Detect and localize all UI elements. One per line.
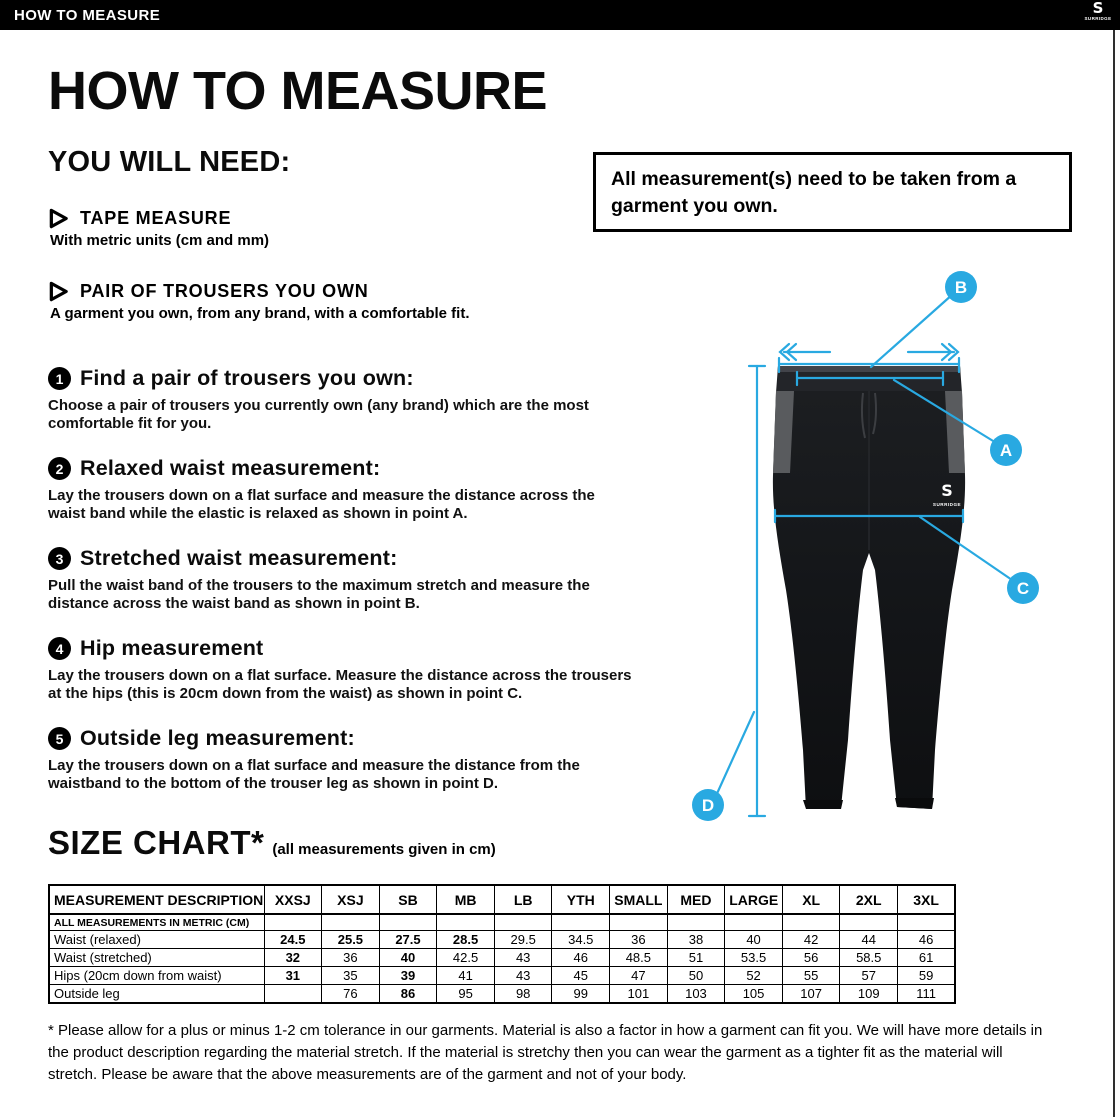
size-table-body [49, 914, 955, 1003]
need-item-trousers [48, 281, 469, 322]
measurement-value: 42.5 [437, 949, 495, 967]
measurement-value: 95 [437, 985, 495, 1004]
measurement-value: 52 [725, 967, 783, 985]
measurement-value: 38 [667, 931, 725, 949]
label-a: A [999, 441, 1013, 460]
step-number-badge: 5 [48, 727, 71, 750]
tolerance-footnote: * Please allow for a plus or minus 1-2 cm tolerance in our garments. Material is also a factor in how a garment can fit you. We will have more details in the product description regarding the material stretch. If the material is stretchy then you can wear the garment as a tighter fit as the material will stretch. Please be aware that the above measurements are of the garment and not of your body. [48, 1022, 1043, 1083]
column-header-size: 3XL [898, 885, 956, 914]
measurement-value: 45 [552, 967, 610, 985]
column-header-size: XSJ [322, 885, 380, 914]
size-table [48, 884, 956, 1004]
column-header-size: MED [667, 885, 725, 914]
measurement-value: 24.5 [264, 931, 322, 949]
measurement-value: 86 [379, 985, 437, 1004]
step-number-badge: 2 [48, 457, 71, 480]
table-row [49, 985, 955, 1004]
row-label: Waist (relaxed) [49, 931, 264, 949]
measurement-value: 35 [322, 967, 380, 985]
measurement-value: 42 [782, 931, 840, 949]
measurement-value: 36 [610, 931, 668, 949]
empty-cell [494, 914, 552, 931]
trousers-garment [773, 366, 965, 809]
step-description: Lay the trousers down on a flat surface. Measure the distance across the trousers at the hips (this is 20cm down from the waist) as shown in point C. [48, 667, 632, 702]
page-title: HOW TO MEASURE [48, 61, 548, 121]
garment-logo-wordmark: SURRIDGE [932, 502, 962, 507]
measurement-value: 76 [322, 985, 380, 1004]
measurement-value: 109 [840, 985, 898, 1004]
measurement-value: 28.5 [437, 931, 495, 949]
measurement-value: 61 [898, 949, 956, 967]
measurement-value: 57 [840, 967, 898, 985]
table-row [49, 967, 955, 985]
measurement-value: 29.5 [494, 931, 552, 949]
column-header-size: YTH [552, 885, 610, 914]
measurement-value: 59 [898, 967, 956, 985]
measurement-value: 111 [898, 985, 956, 1004]
measurement-value: 40 [725, 931, 783, 949]
row-label: Hips (20cm down from waist) [49, 967, 264, 985]
measurement-value: 44 [840, 931, 898, 949]
size-chart-heading [48, 824, 496, 862]
step-description: Pull the waist band of the trousers to the maximum stretch and measure the distance across the waist band as shown in point B. [48, 577, 590, 612]
measurement-value: 53.5 [725, 949, 783, 967]
empty-cell [725, 914, 783, 931]
column-header-size: 2XL [840, 885, 898, 914]
measurement-value: 32 [264, 949, 322, 967]
step-5 [48, 726, 648, 792]
measurement-value: 105 [725, 985, 783, 1004]
you-will-need-heading: YOU WILL NEED: [48, 146, 291, 178]
empty-cell [379, 914, 437, 931]
empty-cell [782, 914, 840, 931]
measurement-value: 51 [667, 949, 725, 967]
empty-cell [840, 914, 898, 931]
step-description: Lay the trousers down on a flat surface and measure the distance across the waist band while the elastic is relaxed as shown in point A. [48, 487, 595, 522]
empty-cell [322, 914, 380, 931]
measurement-value: 43 [494, 949, 552, 967]
step-description: Lay the trousers down on a flat surface and measure the distance from the waistband to the bottom of the trouser leg as shown in point D. [48, 757, 580, 792]
measurement-value: 56 [782, 949, 840, 967]
empty-cell [437, 914, 495, 931]
column-header-size: SMALL [610, 885, 668, 914]
top-bar [0, 0, 1120, 30]
measurement-value: 40 [379, 949, 437, 967]
leader-line-b [871, 294, 953, 367]
measurement-value: 36 [322, 949, 380, 967]
measurement-value: 43 [494, 967, 552, 985]
step-title: Hip measurement [80, 636, 264, 660]
measurement-value: 103 [667, 985, 725, 1004]
label-c: C [1016, 579, 1030, 598]
surridge-wordmark: SURRIDGE [1084, 16, 1112, 21]
step-title: Find a pair of trousers you own: [80, 366, 414, 390]
measurement-value: 48.5 [610, 949, 668, 967]
column-header-description: MEASUREMENT DESCRIPTION [49, 885, 264, 914]
measurement-value: 25.5 [322, 931, 380, 949]
measurement-value: 39 [379, 967, 437, 985]
column-header-size: MB [437, 885, 495, 914]
measurement-value: 101 [610, 985, 668, 1004]
empty-cell [552, 914, 610, 931]
measurement-value: 107 [782, 985, 840, 1004]
measurement-value: 31 [264, 967, 322, 985]
step-4 [48, 636, 648, 702]
surridge-logo [1081, 1, 1115, 22]
row-label: Waist (stretched) [49, 949, 264, 967]
table-row [49, 949, 955, 967]
step-title: Outside leg measurement: [80, 726, 355, 750]
measurement-value: 46 [552, 949, 610, 967]
column-header-size: XL [782, 885, 840, 914]
empty-cell [667, 914, 725, 931]
measurement-value: 34.5 [552, 931, 610, 949]
need-item-tape-measure [48, 208, 269, 249]
step-title: Stretched waist measurement: [80, 546, 398, 570]
measurement-value [264, 985, 322, 1004]
label-d: D [701, 796, 715, 815]
size-chart-subtitle: (all measurements given in cm) [272, 841, 496, 858]
garment-logo-s-icon: S [941, 481, 953, 500]
column-header-size: LARGE [725, 885, 783, 914]
step-number-badge: 1 [48, 367, 71, 390]
measurement-value: 99 [552, 985, 610, 1004]
measurement-value: 46 [898, 931, 956, 949]
step-1 [48, 366, 648, 432]
size-chart-title: SIZE CHART* [48, 824, 265, 861]
column-header-size: XXSJ [264, 885, 322, 914]
triangle-bullet-icon [48, 281, 69, 302]
step-2 [48, 456, 648, 522]
step-number-badge: 3 [48, 547, 71, 570]
step-title: Relaxed waist measurement: [80, 456, 381, 480]
need-item-description: With metric units (cm and mm) [50, 232, 270, 249]
step-3 [48, 546, 648, 612]
column-header-size: SB [379, 885, 437, 914]
row-label: Outside leg [49, 985, 264, 1004]
triangle-bullet-icon [48, 208, 69, 229]
column-header-size: LB [494, 885, 552, 914]
measurement-value: 58.5 [840, 949, 898, 967]
measurement-note-box: All measurement(s) need to be taken from a garment you own. [593, 152, 1072, 232]
need-item-label: PAIR OF TROUSERS YOU OWN [80, 281, 369, 301]
measurement-value: 50 [667, 967, 725, 985]
need-item-label: TAPE MEASURE [80, 208, 232, 228]
step-number-badge: 4 [48, 637, 71, 660]
measurement-value: 55 [782, 967, 840, 985]
surridge-s-icon: S [1092, 0, 1104, 17]
empty-cell [264, 914, 322, 931]
empty-cell [898, 914, 956, 931]
measurement-value: 41 [437, 967, 495, 985]
top-bar-title: HOW TO MEASURE [14, 6, 161, 24]
metric-note-cell: ALL MEASUREMENTS IN METRIC (CM) [49, 914, 264, 931]
step-description: Choose a pair of trousers you currently own (any brand) which are the most comfortable fit for you. [48, 397, 589, 432]
need-item-description: A garment you own, from any brand, with a comfortable fit. [50, 305, 470, 322]
table-row [49, 931, 955, 949]
trousers-measurement-diagram [690, 260, 1120, 840]
measurement-value: 98 [494, 985, 552, 1004]
label-b: B [954, 278, 968, 297]
metric-note-row [49, 914, 955, 931]
empty-cell [610, 914, 668, 931]
measurement-value: 27.5 [379, 931, 437, 949]
size-table-header [49, 885, 955, 914]
measurement-value: 47 [610, 967, 668, 985]
trousers-illustration [690, 260, 1120, 840]
leader-line-d [715, 712, 754, 798]
